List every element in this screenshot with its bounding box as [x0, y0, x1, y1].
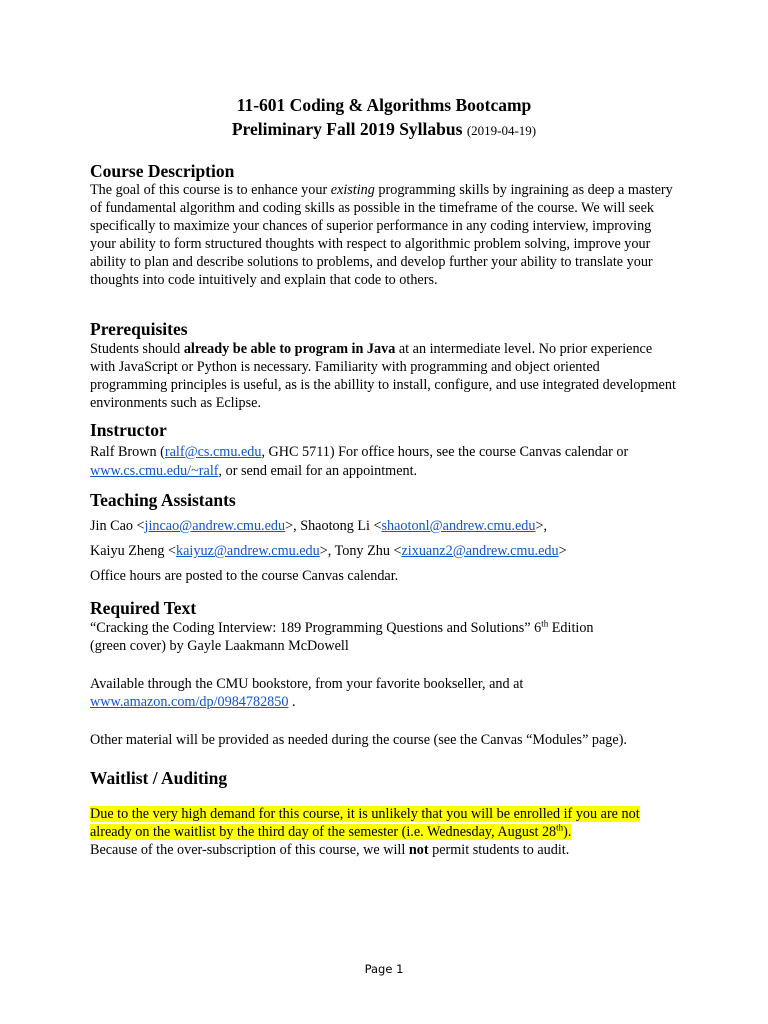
- instructor-office: , GHC 5711) For office hours, see the course Canvas calendar or: [261, 444, 629, 460]
- instructor-website-suffix: , or send email for an appointment.: [218, 463, 418, 479]
- prereq-text-start: Students should: [90, 341, 184, 357]
- other-material-text: Other material will be provided as needed during the course (see the Canvas “Modules” page).: [90, 732, 627, 748]
- instructor-line2: [90, 462, 417, 480]
- ta-email-link[interactable]: jincao@andrew.cmu.edu: [144, 518, 286, 534]
- waitlist-highlight-text: Due to the very high demand for this course, it is unlikely that you will be enrolled if you are not: [90, 806, 640, 822]
- description-emphasis: existing: [330, 182, 375, 198]
- waitlist-highlight-line1: [90, 805, 640, 823]
- ta-separator: >: [558, 543, 567, 559]
- ta-line1: [90, 517, 547, 535]
- waitlist-deadline-text: already on the waitlist by the third day of the semester (i.e. Wednesday, August 28: [90, 824, 557, 840]
- course-title: 11-601 Coding & Algorithms Bootcamp: [236, 95, 532, 115]
- instructor-website-link[interactable]: www.cs.cmu.edu/~ralf: [90, 463, 219, 479]
- waitlist-heading: Waitlist / Auditing: [90, 768, 228, 788]
- audit-policy-text: [90, 841, 569, 859]
- prerequisites-heading: Prerequisites: [90, 319, 188, 339]
- instructor-email-link[interactable]: ralf@cs.cmu.edu: [164, 444, 262, 460]
- waitlist-date-sup: th: [556, 822, 564, 833]
- ta-email-link[interactable]: zixuanz2@andrew.cmu.edu: [401, 543, 559, 559]
- instructor-line1: [90, 443, 628, 461]
- ta-separator: >,: [535, 518, 548, 534]
- prereq-bold: already be able to program in Java: [183, 341, 396, 357]
- subtitle-text: Preliminary Fall 2019 Syllabus: [231, 119, 463, 139]
- prerequisites-text: [90, 340, 680, 412]
- waitlist-highlight-span: [90, 824, 571, 840]
- ta-name: >, Shaotong Li <: [285, 518, 382, 534]
- availability-text: Available through the CMU bookstore, from your favorite bookseller, and at: [90, 676, 524, 692]
- ta-name: Kaiyu Zheng <: [90, 543, 177, 559]
- prereq-text-end: at an intermediate level. No prior experience with JavaScript or Python is necessary. Familiarity with programming and object oriented programming principles is useful, as is the abillity to install, configure, and use integrated development environments such as Eclipse.: [90, 341, 676, 411]
- page-number: Page 1: [364, 962, 404, 976]
- book-author-line: (green cover) by Gayle Laakmann McDowell: [90, 638, 349, 654]
- ta-name: Jin Cao <: [90, 518, 145, 534]
- audit-text-start: Because of the over-subscription of this course, we will: [90, 842, 409, 858]
- description-text-start: The goal of this course is to enhance your: [90, 182, 331, 198]
- ta-name: >, Tony Zhu <: [319, 543, 402, 559]
- amazon-line: [90, 693, 296, 711]
- amazon-suffix: .: [288, 694, 296, 710]
- syllabus-subtitle: [0, 118, 768, 142]
- book-edition: Edition: [548, 620, 594, 636]
- book-title-line: [90, 619, 594, 637]
- book-title: “Cracking the Coding Interview: 189 Programming Questions and Solutions” 6: [90, 620, 542, 636]
- waitlist-deadline-end: ).: [563, 824, 572, 840]
- ta-office-hours: Office hours are posted to the course Canvas calendar.: [90, 568, 399, 584]
- book-edition-sup: th: [541, 618, 549, 629]
- ta-line2: [90, 542, 567, 560]
- required-text-heading: Required Text: [90, 598, 197, 618]
- amazon-link[interactable]: www.amazon.com/dp/0984782850: [90, 694, 289, 710]
- instructor-heading: Instructor: [90, 420, 167, 440]
- ta-email-link[interactable]: kaiyuz@andrew.cmu.edu: [176, 543, 320, 559]
- audit-bold: not: [408, 842, 429, 858]
- syllabus-date: (2019-04-19): [466, 123, 537, 138]
- instructor-name: Ralf Brown (: [90, 444, 165, 460]
- audit-text-end: permit students to audit.: [428, 842, 570, 858]
- course-description-text: [90, 181, 680, 289]
- waitlist-highlight-line2: [90, 823, 571, 841]
- course-description-heading: Course Description: [90, 161, 235, 181]
- description-text-end: programming skills by ingraining as deep a mastery of fundamental algorithm and coding skills as possible in the timeframe of the course. We will seek specifically to maximize your chances of superior performance in any coding interview, improving your ability to form structured thoughts with respect to algorithmic problem solving, improve your ability to plan and describe solutions to problems, and develop further your ability to translate your thoughts into code intuitively and explain that code to others.: [90, 182, 673, 288]
- ta-email-link[interactable]: shaotonl@andrew.cmu.edu: [381, 518, 536, 534]
- teaching-assistants-heading: Teaching Assistants: [90, 490, 236, 510]
